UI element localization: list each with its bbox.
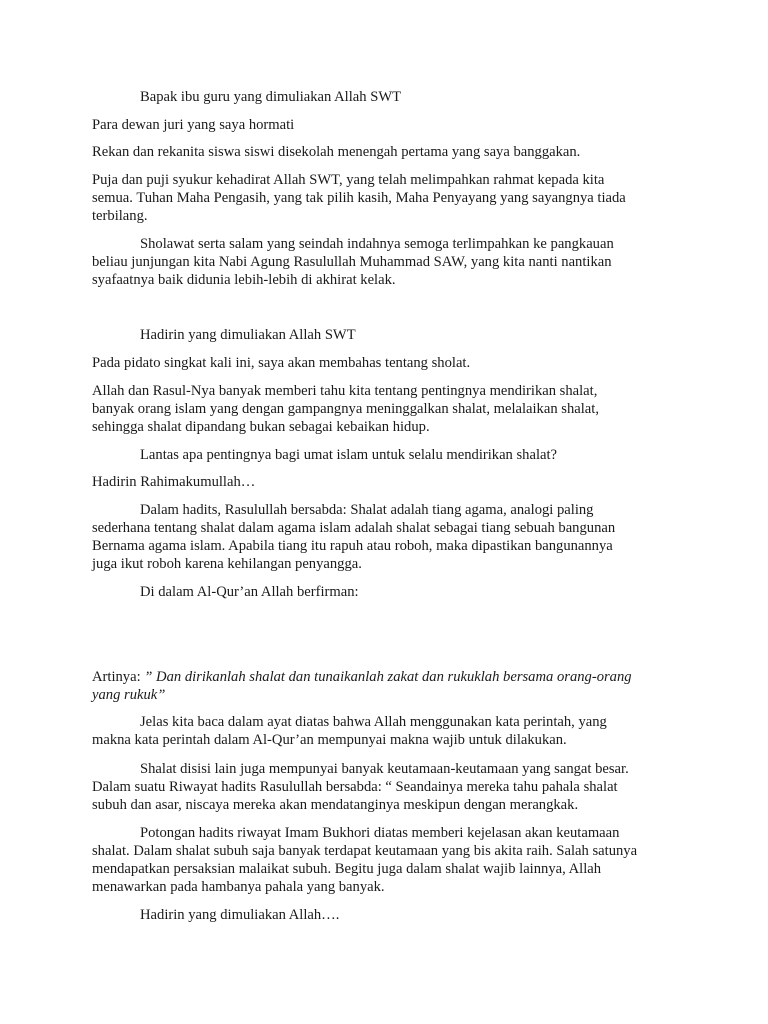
paragraph-virtues: Shalat disisi lain juga mempunyai banyak keutamaan-keutamaan yang sangat besar. Dalam suatu Riwayat hadits Rasulullah bersabda: “ Seandainya mereka tahu pahala shalat subuh dan asar, niscaya mereka akan mendatanginya meskipun dengan merangkak. (92, 761, 629, 813)
paragraph-translation (92, 668, 677, 704)
paragraph-command: Jelas kita baca dalam ayat diatas bahwa Allah menggunakan kata perintah, yang makna kata perintah dalam Al-Qur’an mempunyai makna wajib untuk dilakukan. (92, 714, 607, 748)
greeting-judges: Para dewan juri yang saya hormati (92, 117, 295, 133)
greeting-students: Rekan dan rekanita siswa siswi disekolah menengah pertama yang saya banggakan. (92, 144, 581, 160)
translation-text-1: ” Dan dirikanlah shalat dan tunaikanlah zakat dan rukuklah bersama orang-orang (144, 669, 632, 685)
address-audience-2: Hadirin Rahimakumullah… (92, 474, 256, 490)
greeting-teachers: Bapak ibu guru yang dimuliakan Allah SWT (140, 89, 402, 105)
translation-label: Artinya: (92, 669, 145, 685)
paragraph-importance: Allah dan Rasul-Nya banyak memberi tahu kita tentang pentingnya mendirikan shalat, banyak orang islam yang dengan gampangnya meninggalkan shalat, melalaikan shalat, sehingga shalat dipandang bukan sebagai kebaikan hidup. (92, 383, 599, 435)
address-audience-3: Hadirin yang dimuliakan Allah…. (140, 907, 340, 923)
paragraph-topic: Pada pidato singkat kali ini, saya akan membahas tentang sholat. (92, 355, 471, 371)
paragraph-sholawat: Sholawat serta salam yang seindah indahnya semoga terlimpahkan ke pangkauan beliau junjungan kita Nabi Agung Rasulullah Muhammad SAW, yang kita nanti nantikan syafaatnya baik didunia lebih-lebih di akhirat kelak. (92, 236, 614, 288)
paragraph-praise: Puja dan puji syukur kehadirat Allah SWT, yang telah melimpahkan rahmat kepada kita semua. Tuhan Maha Pengasih, yang tak pilih kasih, Maha Penyayang yang sayangnya tiada terbilang. (92, 172, 626, 224)
paragraph-question: Lantas apa pentingnya bagi umat islam untuk selalu mendirikan shalat? (140, 447, 558, 463)
paragraph-bukhori: Potongan hadits riwayat Imam Bukhori diatas memberi kejelasan akan keutamaan shalat. Dalam shalat subuh saja banyak terdapat keutamaan yang bis akita raih. Salah satunya mendapatkan persaksian malaikat subuh. Begitu juga dalam shalat wajib lainnya, Allah menawarkan pada hambanya pahala yang banyak. (92, 825, 638, 895)
paragraph-hadits: Dalam hadits, Rasulullah bersabda: Shalat adalah tiang agama, analogi paling sederhana tentang shalat dalam agama islam adalah shalat sebagai tiang sebuah bangunan Bernama agama islam. Apabila tiang itu rapuh atau roboh, maka dipastikan bangunannya juga ikut roboh karena kehilangan penyangga. (92, 502, 616, 572)
address-audience-1: Hadirin yang dimuliakan Allah SWT (140, 327, 356, 343)
translation-text-2: yang rukuk” (92, 687, 166, 703)
paragraph-quran-intro: Di dalam Al-Qur’an Allah berfirman: (140, 584, 359, 600)
